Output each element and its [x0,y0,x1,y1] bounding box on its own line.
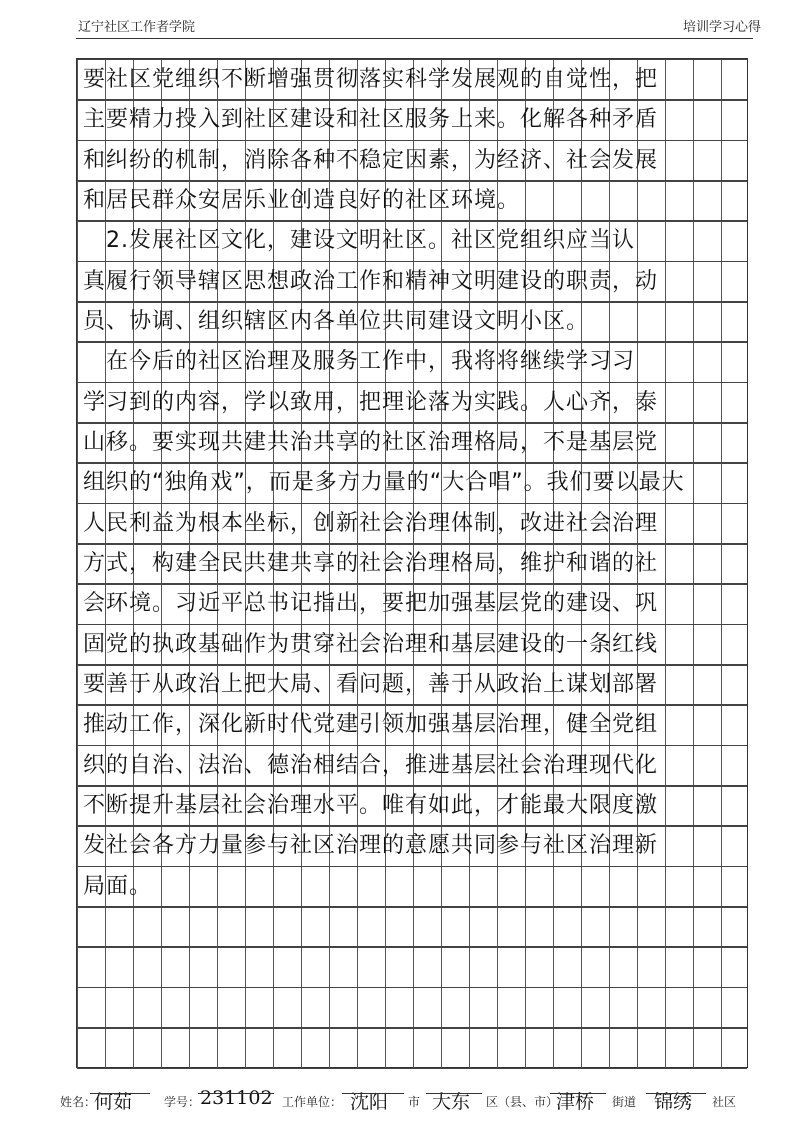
grid-row [77,906,747,948]
grid-row [77,785,747,827]
grid-row [77,140,747,182]
street-suffix: 街道 [612,1095,637,1109]
grid-row [77,462,747,504]
student-id-value: 231102 [200,1087,273,1109]
handwritten-line: 方式，构建全民共建共享的社会治理格局，维护和谐的社 [83,551,659,576]
handwritten-line: 不断提升基层社会治理水平。唯有如此，才能最大限度激 [83,793,659,818]
header-document-type: 培训学习心得 [682,20,761,35]
student-id-underline [198,1093,274,1094]
grid-row [77,745,747,787]
work-unit-label: 工作单位： [282,1095,343,1109]
handwritten-line: 推动工作，深化新时代党建引领加强基层治理，健全党组 [83,712,659,738]
name-value: 何茹 [94,1091,133,1113]
handwritten-line: 主要精力投入到社区建设和社区服务上来。化解各种矛盾 [83,107,659,133]
city-value: 沈阳 [350,1091,389,1113]
district-suffix: 区（县、市） [486,1095,559,1109]
city-underline [342,1093,404,1094]
header-school-name: 辽宁社区工作者学院 [78,20,196,35]
grid-row [77,825,747,867]
grid-row [77,987,747,1029]
handwritten-line: 发社会各方力量参与社区治理的意愿共同参与社区治理新 [83,833,659,859]
handwritten-line: 和居民群众安居乐业创造良好的社区环境。 [83,188,521,213]
handwritten-line: 2.发展社区文化，建设文明社区。社区党组织应当认 [83,228,635,254]
grid-row [77,261,747,303]
grid-row [77,503,747,545]
handwritten-line: 局面。 [83,873,153,899]
street-underline [550,1093,606,1094]
grid-row [77,704,747,746]
handwritten-line: 固党的执政基础作为贯穿社会治理和基层建设的一条红线 [83,631,659,657]
handwritten-line: 要社区党组织不断增强贯彻落实科学发展观的自觉性，把 [83,67,659,92]
grid-row [77,180,747,222]
grid-row [77,543,747,585]
grid-row [77,1027,747,1069]
grid-row [77,583,747,625]
grid-row [77,946,747,988]
handwritten-line: 和纠纷的机制，消除各种不稳定因素，为经济、社会发展 [83,147,659,173]
city-suffix: 市 [408,1095,421,1109]
district-underline [426,1093,482,1094]
grid-row [77,99,747,141]
handwritten-line: 山移。要实现共建共治共享的社区治理格局，不是基层党 [83,430,659,455]
grid-row [77,866,747,908]
handwritten-line: 学习到的内容，学以致用，把理论落为实践。人心齐，泰 [83,389,659,415]
header-rule [76,38,753,39]
grid-row [77,382,747,424]
grid-row [77,301,747,343]
grid-row [77,664,747,706]
handwritten-line: 人民利益为根本坐标，创新社会治理体制，改进社会治理 [83,510,659,536]
handwritten-line: 要善于从政治上把大局、看问题，善于从政治上谋划部署 [83,672,659,697]
community-value: 锦绣 [654,1091,693,1113]
handwritten-line: 在今后的社区治理及服务工作中，我将将继续学习习 [83,349,636,375]
name-label: 姓名： [60,1095,97,1109]
handwritten-line: 员、协调、组织辖区内各单位共同建设文明小区。 [83,309,590,334]
grid-row [77,59,747,101]
handwritten-line: 会环境。习近平总书记指出，要把加强基层党的建设、巩 [83,591,659,617]
handwritten-line: 组织的“独角戏”，而是多方力量的“大合唱”。我们要以最大 [83,470,685,496]
community-underline [646,1093,706,1094]
footer-info [60,1087,769,1113]
grid-row [77,624,747,666]
writing-grid [76,58,748,1068]
grid-row [77,422,747,464]
street-value: 津桥 [556,1091,595,1113]
student-id-label: 学号： [164,1095,201,1109]
handwritten-line: 织的自治、法治、德治相结合，推进基层社会治理现代化 [83,752,659,778]
grid-row [77,341,747,383]
grid-row [77,220,747,262]
name-underline [90,1093,150,1094]
community-suffix: 社区 [712,1095,737,1109]
handwritten-line: 真履行领导辖区思想政治工作和精神文明建设的职责，动 [83,268,659,294]
district-value: 大东 [432,1091,471,1113]
